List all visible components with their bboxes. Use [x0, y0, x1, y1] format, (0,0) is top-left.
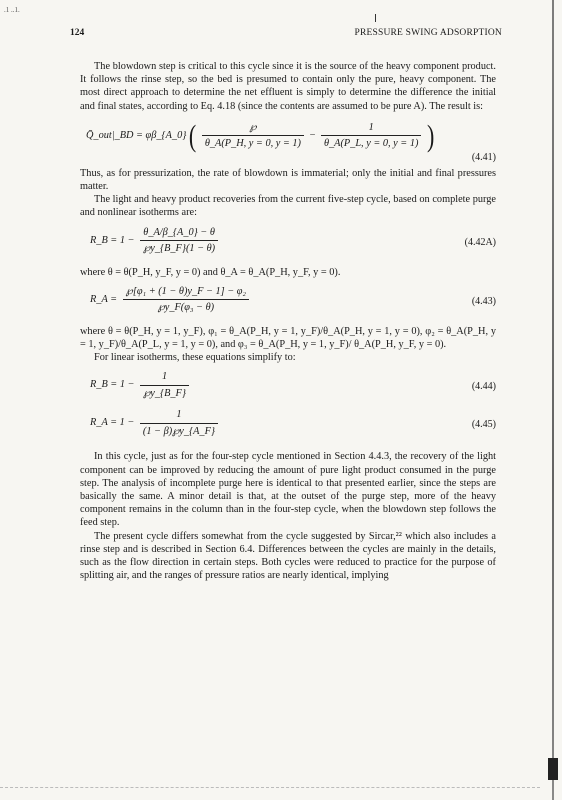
eq-fraction: $\frac{℘}{\theta\_A(P\_H, y = 0, y = 1)}$ — [202, 121, 304, 150]
equation-4-44: R_B = 1 − $\frac{1}{℘y\_\{B\_F\}}$ (4.44) — [90, 371, 496, 399]
scan-artifact-line — [0, 786, 540, 788]
paragraph: The present cycle differs somewhat from the cycle suggested by Sircar,²² which also includes a rinse step and is described in Section 6.4. Differences between the cycles are mainly in the details, such as the flow direction in certain steps. Both cycles were reduced to practice for the purpose of splitting air, and the ranges of pressure ratios are nearly identical, implying — [80, 530, 496, 582]
paragraph: In this cycle, just as for the four-step cycle mentioned in Section 4.4.3, the recovery of the light component can be improved by reducing the amount of pure light product consumed in the purge step. The analysis of incomplete purge here is identical to that presented earlier, since the steps are basically the same. A minor detail is that, at the outset of the purge step, more of the heavy component remains in the column than in the four-step cycle, when the blowdown step follows the feed step. — [80, 451, 496, 529]
page-number: 124 — [70, 28, 85, 38]
running-title: PRESSURE SWING ADSORPTION — [354, 28, 502, 38]
paragraph: The blowdown step is critical to this cycle since it is the source of the heavy component product. It follows the rinse step, so the bed is presumed to contain only the pure, heavy component. The most direct approach to determine the net effluent is simply to determine the difference the initial and final states, according to Eq. 4.18 (since the contents are assumed to be pure A). The result is: — [80, 61, 496, 112]
scan-corner-mark: .1 ..1. — [4, 6, 20, 14]
eq-lhs: Q̄_out|_BD = φβ_{A_0} — [86, 129, 187, 141]
scan-corner-shadow — [548, 758, 558, 780]
paragraph: The light and heavy product recoveries from the current five-step cycle, based on complete purge and nonlinear isotherms are: — [80, 194, 496, 219]
paragraph: where θ = θ(P_H, y_F, y = 0) and θ_A = θ_A(P_H, y_F, y = 0). — [80, 266, 341, 278]
paragraph: For linear isotherms, these equations simplify to: — [94, 352, 296, 364]
scan-edge — [552, 0, 554, 800]
equation-number: (4.43) — [471, 295, 496, 307]
equation-4-42A: R_B = 1 − $\frac{\theta\_A/\beta\_\{A\_0\} - \theta}{℘y\_\{B\_F\}(1 - \theta)}$ (4.42A) — [90, 226, 496, 254]
equation-4-45: R_A = 1 − $\frac{1}{(1 - \beta)℘y\_\{A\_F\}}$ (4.45) — [90, 409, 496, 437]
equation-number: (4.44) — [471, 381, 496, 393]
equation-number: (4.45) — [471, 419, 496, 431]
running-header — [70, 28, 502, 44]
paragraph: Thus, as for pressurization, the rate of blowdown is immaterial; only the initial and final pressures matter. — [80, 167, 496, 193]
eq-fraction: $\frac{1}{\theta\_A(P\_L, y = 0, y = 1)}$ — [321, 121, 421, 150]
equation-4-41: Q̄_out|_BD = φβ_{A_0} ( $\frac{℘}{\theta\_A(P\_H, y = 0, y = 1)}$ − $\frac{1}{\theta\_A(P\_L, y = 0, y = 1)}$ ) (4.41) — [86, 117, 496, 163]
equation-4-43: R_A = $\frac{\text{℘[φ₁ + (1 − θ)y\_F − 1] − φ₂}}{\text{℘y\_F(φ₃ − θ)}}$ (4.43) — [90, 285, 496, 314]
equation-number: (4.41) — [471, 151, 496, 163]
page-body — [80, 60, 496, 582]
scan-tick — [375, 14, 376, 22]
paragraph: where θ = θ(P_H, y = 1, y_F), φ₁ = θ_A(P_H, y = 1, y_F)/θ_A(P_H, y = 1, y = 0), φ₂ = θ_A(P_H, y = 1, y_F)/θ_A(P_L, y = 1, y = 0), and φ₃ = θ_A(P_H, y = 1, y_F)/ θ_A(P_H, y_F, y = 0). — [80, 325, 496, 351]
equation-number: (4.42A) — [464, 236, 496, 248]
